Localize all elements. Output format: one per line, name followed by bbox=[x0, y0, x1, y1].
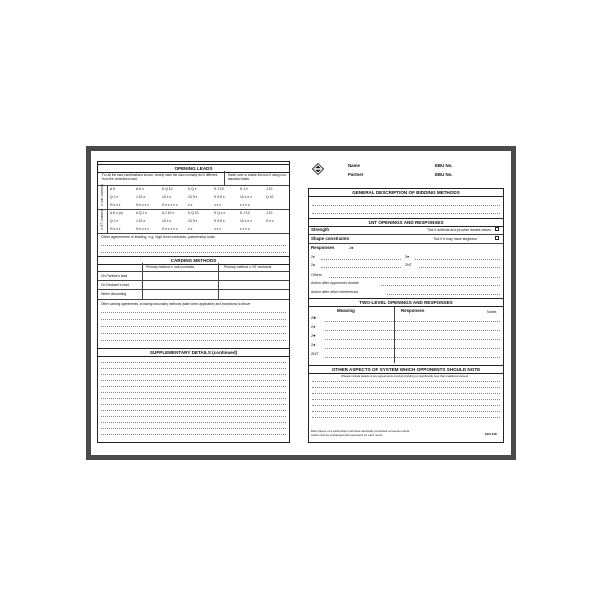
nt-lead-cell: 10 x x bbox=[162, 219, 172, 223]
name-label: Name bbox=[348, 163, 360, 168]
notes-header: Notes bbox=[487, 310, 497, 314]
suit-lead-cell: H x x x x bbox=[136, 203, 149, 207]
carding-row-discarding: When discarding bbox=[101, 292, 127, 296]
nt-lead-cell: A J 10 x bbox=[162, 211, 175, 215]
nt-lead-cell: H x x x x x bbox=[162, 227, 178, 231]
suit-lead-cell: x x x x bbox=[240, 203, 250, 207]
suit-lead-cell: K 9 8 x bbox=[214, 195, 225, 199]
suit-lead-cell: J 10 bbox=[266, 187, 273, 191]
hatch-note: Hatch over or shade this box if using non-standard leads bbox=[228, 173, 287, 181]
convention-card-sheet bbox=[91, 151, 511, 455]
partner-ebu-no-label: EBU No. bbox=[435, 172, 453, 177]
response-2d: 2♦ bbox=[311, 255, 315, 259]
suit-lead-cell: Q 10 bbox=[266, 195, 274, 199]
suit-lead-cell: 10 x x x bbox=[240, 195, 252, 199]
nt-lead-cell: A K x (x) bbox=[110, 211, 123, 215]
nt-lead-cell: Q J x bbox=[110, 219, 118, 223]
suit-lead-cell: x x bbox=[188, 203, 193, 207]
footer-line-1: Both players of a partnership must have identically completed convention cards. bbox=[311, 429, 410, 433]
partner-label: Partner bbox=[348, 172, 364, 177]
other-leading-agreements: Other agreements in leading, e.g. high level contracts, partnership suits: bbox=[101, 235, 216, 239]
suit-lead-cell: Q J x bbox=[110, 195, 118, 199]
nt-lead-cell: H x x x bbox=[110, 227, 121, 231]
suit-lead-cell: H x x x x x bbox=[162, 203, 178, 207]
response-2h: 2♥ bbox=[405, 255, 410, 259]
tick-artificial-label: Tick if artificial and provide details below bbox=[427, 228, 491, 232]
nt-lead-cell: x x x x bbox=[240, 227, 250, 231]
nt-lead-cell: x x x bbox=[214, 227, 221, 231]
suit-lead-cell: 10 9 x bbox=[188, 195, 198, 199]
bidding-methods-panel bbox=[308, 188, 504, 443]
nt-lead-cell: 10 x x x bbox=[240, 219, 252, 223]
two-level-row-label: 2♦ bbox=[311, 324, 316, 329]
left-page bbox=[97, 161, 290, 443]
footer-line-2: Cards must be exchanged with opponents for each round. bbox=[311, 433, 383, 437]
shape-constraints-label: Shape constraints bbox=[311, 236, 350, 241]
responses-label: Responses bbox=[311, 245, 335, 250]
suit-lead-cell: H x x x bbox=[110, 203, 121, 207]
suit-lead-cell: A K bbox=[110, 187, 116, 191]
suit-lead-cell: x x x bbox=[214, 203, 221, 207]
nt-lead-cell: K 9 8 x bbox=[214, 219, 225, 223]
carding-row-partner: On Partner's lead bbox=[101, 274, 128, 278]
carding-methods-title: CARDING METHODS bbox=[98, 256, 289, 265]
action-after-interference: Action after other interference bbox=[311, 290, 359, 294]
others-label: Others bbox=[311, 273, 322, 277]
strength-label: Strength bbox=[311, 227, 330, 232]
ebu-logo-icon bbox=[312, 163, 324, 175]
response-2c: 2♣ bbox=[349, 246, 354, 250]
two-level-row-label: 2♣ bbox=[311, 315, 316, 320]
nt-lead-cell: 10 9 x bbox=[188, 219, 198, 223]
1nt-openings-title: 1NT OPENINGS AND RESPONSES bbox=[309, 218, 503, 227]
nt-lead-cell: K Q x x bbox=[214, 211, 226, 215]
tick-singleton-label: Tick if it may have singleton bbox=[433, 237, 478, 241]
carding-row-declarer: On Declarer's lead bbox=[101, 283, 129, 287]
nt-contracts-label: v. NT contracts bbox=[100, 208, 104, 230]
right-page bbox=[308, 161, 504, 443]
opening-leads-title: OPENING LEADS bbox=[98, 164, 289, 173]
response-2s: 2♠ bbox=[311, 263, 315, 267]
nt-lead-cell: x x bbox=[188, 227, 193, 231]
nt-lead-cell: A Q J x bbox=[136, 211, 147, 215]
suit-lead-cell: K Q 10 bbox=[162, 187, 173, 191]
suit-contracts-label: v. suit contracts bbox=[100, 184, 104, 206]
nt-lead-cell: K J 10 bbox=[240, 211, 250, 215]
other-carding-agreements: Other carding agreements, including secondary methods (state when applicable) and exceptions to above bbox=[101, 302, 251, 306]
nt-lead-cell: K Q 10 bbox=[188, 211, 199, 215]
carding-col-suit: Primary method v. suit contracts bbox=[146, 265, 195, 269]
two-level-openings-title: TWO-LEVEL OPENINGS AND RESPONSES bbox=[309, 298, 503, 307]
nt-lead-cell: J 10 x bbox=[136, 219, 146, 223]
suit-lead-cell: K Q x bbox=[188, 187, 197, 191]
suit-lead-cell: A K x bbox=[136, 187, 144, 191]
nt-lead-cell: H x x x x bbox=[136, 227, 149, 231]
other-aspects-subtitle: (Please include details of any agreements involving bidding on significantly less than traditional values) bbox=[341, 374, 469, 378]
response-2nt: 2NT bbox=[405, 263, 412, 267]
action-after-double: Action after opponents double bbox=[311, 281, 359, 285]
two-level-row-label: 2♥ bbox=[311, 333, 316, 338]
suit-lead-cell: 10 x x bbox=[162, 195, 172, 199]
responses-header: Responses bbox=[401, 308, 425, 313]
footer-code: EBU 20B bbox=[485, 432, 497, 436]
suit-lead-cell: J 10 x bbox=[136, 195, 146, 199]
suit-lead-cell: K J x bbox=[240, 187, 248, 191]
two-level-row-label: 2NT bbox=[311, 351, 319, 356]
meaning-header: Meaning bbox=[337, 308, 355, 313]
general-description-title: GENERAL DESCRIPTION OF BIDDING METHODS bbox=[309, 189, 503, 197]
opening-leads-intro: For all the card combinations shown, clearly mark the card normally led if different from the underlined card. bbox=[102, 173, 218, 181]
artificial-checkbox[interactable] bbox=[495, 227, 499, 231]
supplementary-details-title: SUPPLEMENTARY DETAILS (continued) bbox=[98, 348, 289, 357]
other-aspects-title: OTHER ASPECTS OF SYSTEM WHICH OPPONENTS SHOULD NOTE bbox=[309, 365, 503, 374]
nt-lead-cell: H x x bbox=[266, 219, 274, 223]
ebu-no-label: EBU No. bbox=[435, 163, 453, 168]
carding-col-nt: Primary method v. NT contracts bbox=[224, 265, 272, 269]
nt-lead-cell: J 10 bbox=[266, 211, 273, 215]
two-level-row-label: 2♠ bbox=[311, 342, 316, 347]
suit-lead-cell: K J 10 bbox=[214, 187, 224, 191]
singleton-checkbox[interactable] bbox=[495, 236, 499, 240]
